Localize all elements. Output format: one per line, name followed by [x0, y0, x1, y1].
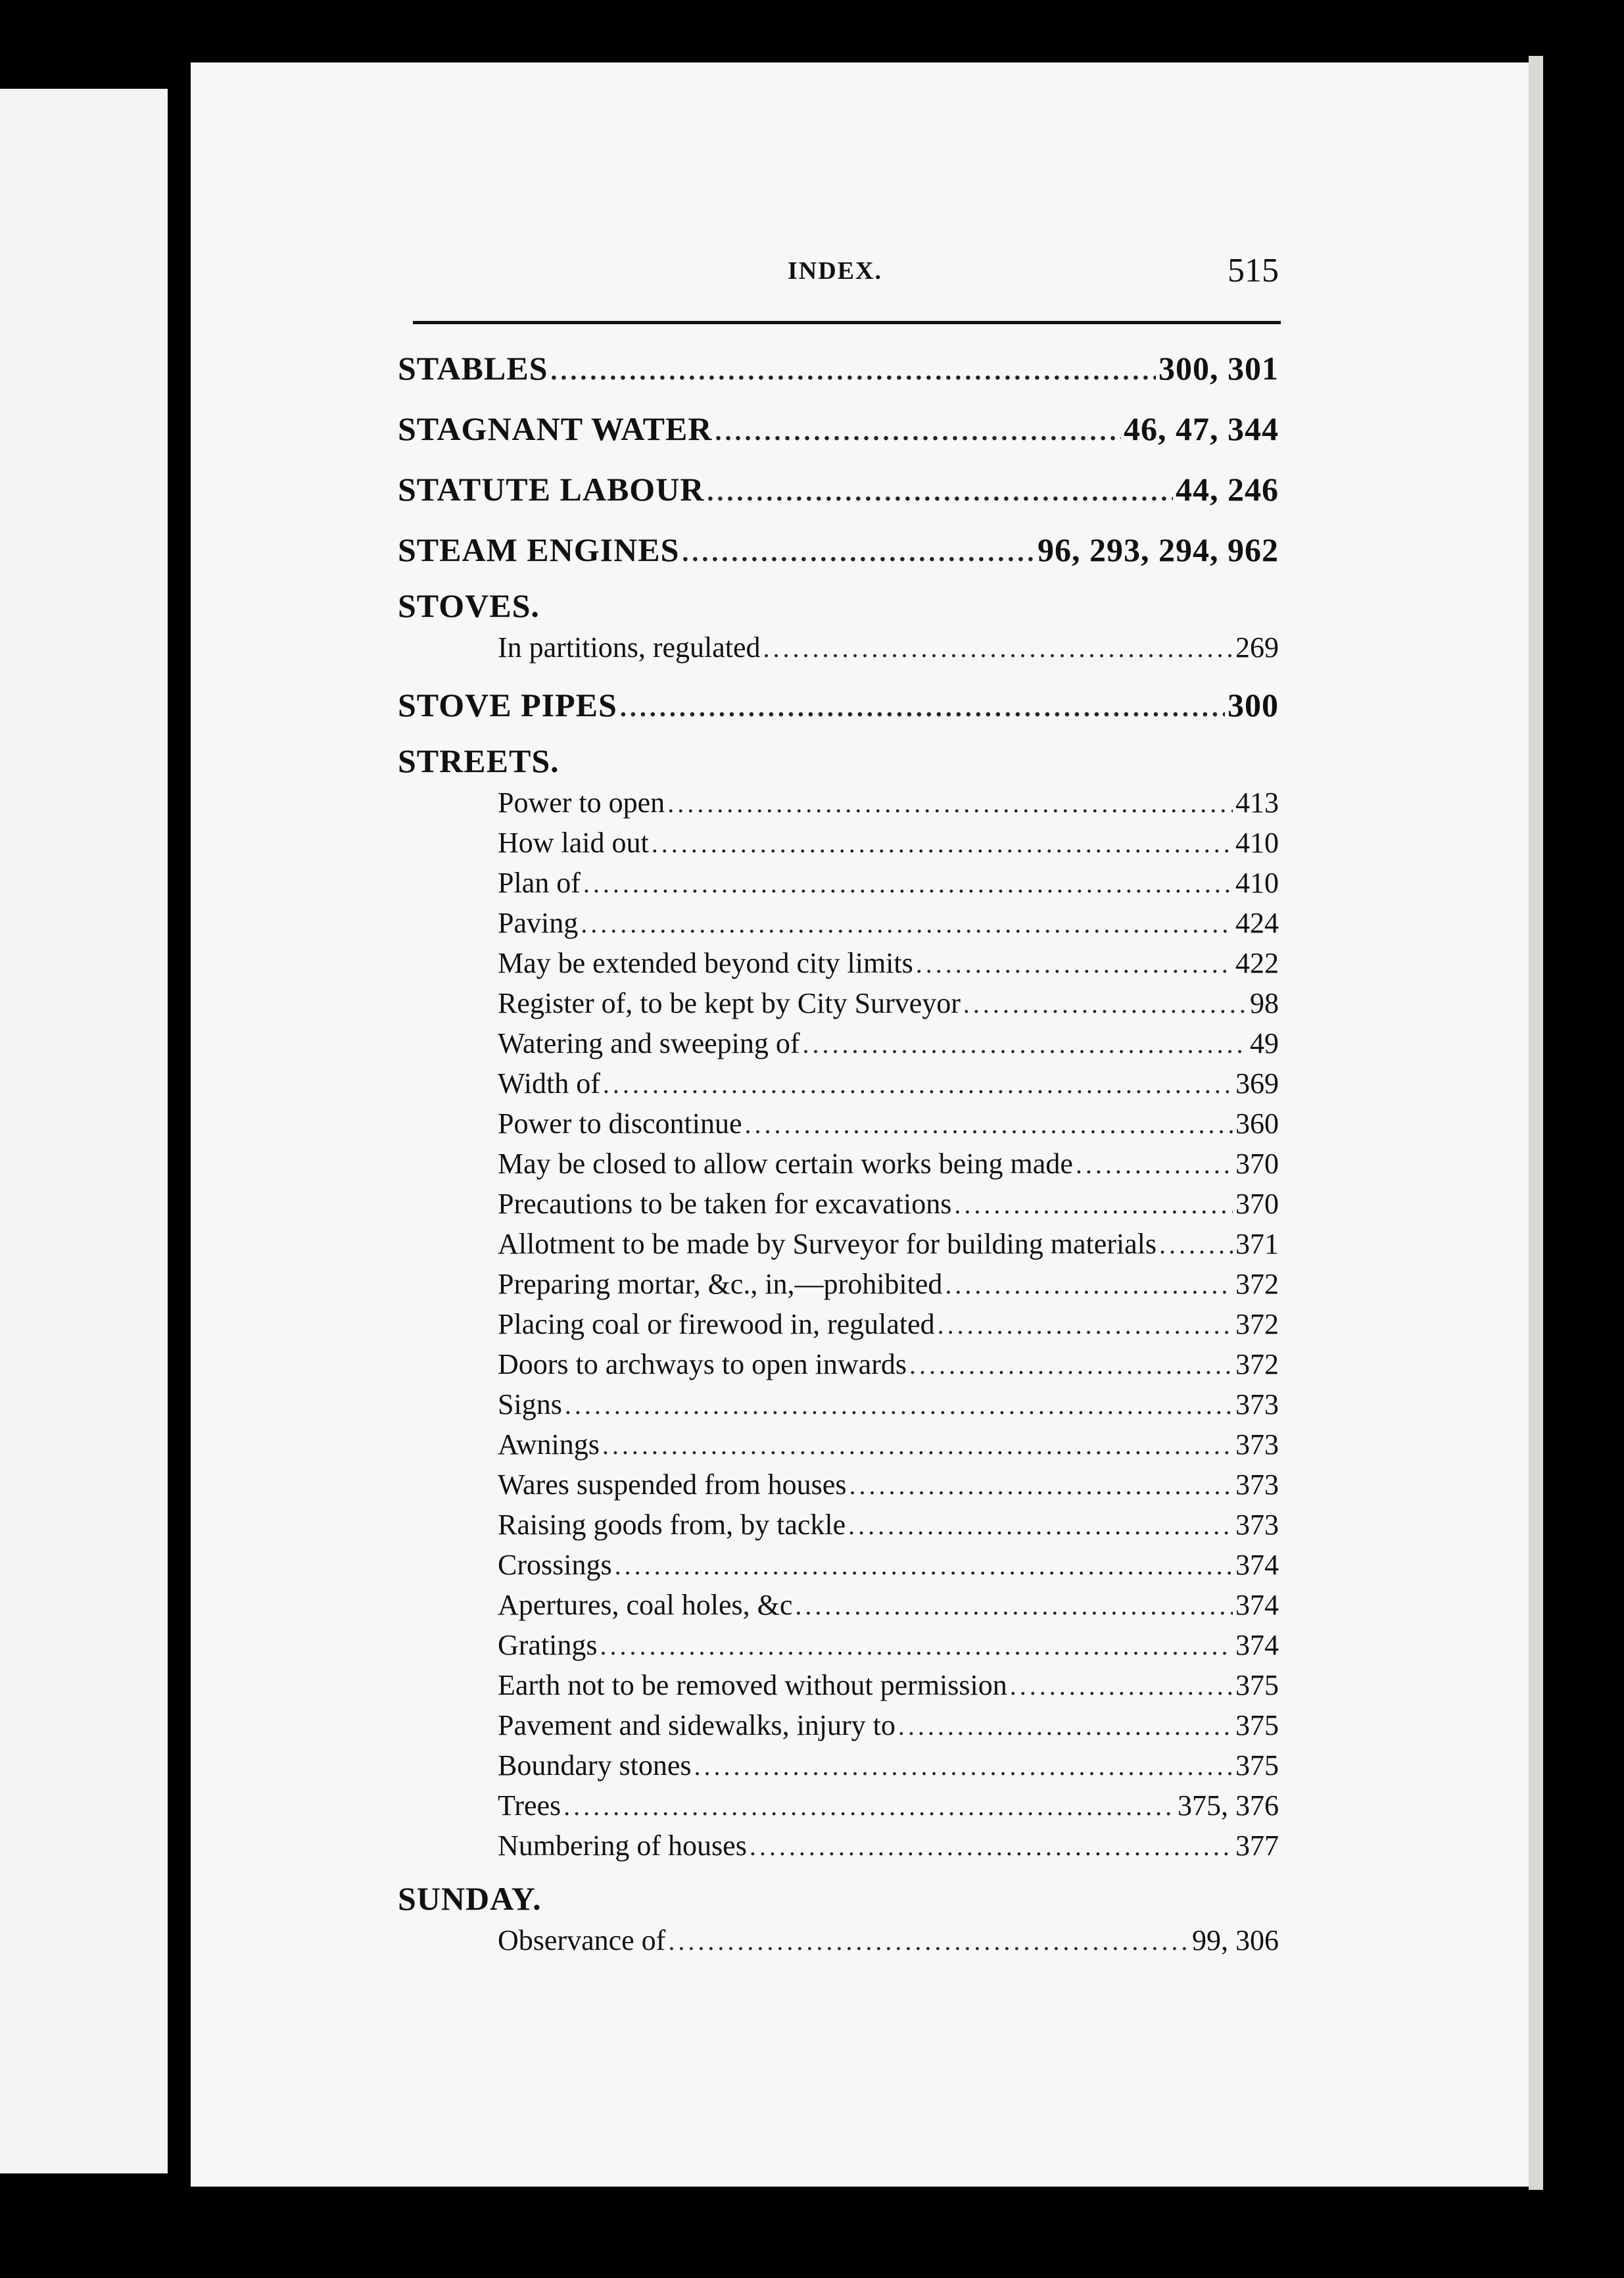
subentry-pages: 413 [1235, 787, 1279, 819]
subentry-pages: 374 [1235, 1629, 1279, 1661]
index-entry-stables [398, 342, 1279, 402]
dot-leader [602, 1425, 1233, 1465]
subentry-term: Crossings [498, 1549, 612, 1581]
subentry-term: May be closed to allow certain works being made [498, 1148, 1073, 1180]
subentry-term: Register of, to be kept by City Surveyor [498, 987, 961, 1019]
subentry-term: Signs [498, 1388, 562, 1420]
subentry-term: Placing coal or firewood in, regulated [498, 1308, 935, 1340]
subentry-term: May be extended beyond city limits [498, 947, 913, 979]
index-subentry [398, 627, 1279, 679]
subentry-pages: 99, 306 [1192, 1924, 1279, 1956]
subentry-term: How laid out [498, 827, 649, 859]
subentry-term: Awnings [498, 1428, 600, 1461]
entry-pages: 46, 47, 344 [1124, 410, 1279, 447]
subentry-pages: 371 [1235, 1228, 1279, 1260]
subentry-pages: 410 [1235, 867, 1279, 899]
subentry-term: Watering and sweeping of [498, 1027, 800, 1059]
subentry-pages: 374 [1235, 1589, 1279, 1621]
dot-leader [849, 1465, 1233, 1505]
subentry-term: Raising goods from, by tackle [498, 1509, 846, 1541]
dot-leader [1010, 1666, 1233, 1706]
index-subentry [398, 1384, 1279, 1424]
subentry-pages: 98 [1250, 987, 1279, 1019]
dot-leader [603, 1064, 1233, 1104]
index-heading-streets [398, 739, 1279, 783]
index-subentry [398, 1920, 1279, 1960]
dot-leader [652, 823, 1233, 863]
subentry-pages: 49 [1250, 1027, 1279, 1059]
dot-leader [615, 1545, 1233, 1586]
dot-leader [763, 628, 1233, 668]
dot-leader [620, 681, 1225, 734]
entry-term: STOVES. [398, 587, 540, 624]
index-subentry [398, 1785, 1279, 1826]
subentry-term: Preparing mortar, &c., in,—prohibited [498, 1268, 943, 1300]
index-heading-stoves [398, 584, 1279, 627]
entry-pages: 96, 293, 294, 962 [1038, 531, 1279, 568]
index-entry-statute-labour [398, 463, 1279, 523]
subentry-pages: 373 [1235, 1428, 1279, 1461]
dot-leader [715, 405, 1121, 458]
subentry-pages: 375 [1235, 1749, 1279, 1781]
subentry-term: Apertures, coal holes, &c [498, 1589, 793, 1621]
subentry-pages: 373 [1235, 1388, 1279, 1420]
dot-leader [581, 904, 1233, 944]
entry-pages: 300, 301 [1158, 350, 1279, 387]
header-rule [413, 321, 1281, 324]
subentry-term: Doors to archways to open inwards [498, 1348, 907, 1380]
entry-term: STEAM ENGINES [398, 531, 680, 568]
subentry-pages: 424 [1235, 907, 1279, 939]
dot-leader [909, 1345, 1233, 1385]
index-subentry [398, 1625, 1279, 1665]
subentry-term: Precautions to be taken for excavations [498, 1188, 952, 1220]
index-subentry [398, 1184, 1279, 1224]
index-subentry [398, 1103, 1279, 1144]
index-subentry [398, 1705, 1279, 1745]
page-header [394, 252, 1279, 303]
index-subentry [398, 1023, 1279, 1063]
page-number: 515 [1228, 252, 1279, 289]
index-subentry [398, 1745, 1279, 1785]
dot-leader [898, 1706, 1233, 1746]
subentry-pages: 375, 376 [1178, 1789, 1279, 1822]
entry-term: STOVE PIPES [398, 687, 617, 723]
index-entry-steam-engines [398, 523, 1279, 584]
dot-leader [667, 783, 1233, 823]
subentry-term: Wares suspended from houses [498, 1468, 847, 1501]
dot-leader [682, 526, 1035, 579]
dot-leader [583, 863, 1233, 904]
index-subentry [398, 1424, 1279, 1465]
index-entry-stove-pipes [398, 679, 1279, 739]
dot-leader [550, 345, 1156, 397]
subentry-term: Plan of [498, 867, 581, 899]
dot-leader [916, 944, 1233, 984]
index-subentry [398, 1344, 1279, 1384]
index-subentry [398, 1063, 1279, 1103]
index-subentry [398, 1224, 1279, 1264]
index-subentry [398, 863, 1279, 903]
subentry-pages: 375 [1235, 1709, 1279, 1741]
subentry-term: Trees [498, 1789, 561, 1822]
index-entries [398, 342, 1279, 1960]
subentry-pages: 375 [1235, 1669, 1279, 1701]
subentry-pages: 370 [1235, 1148, 1279, 1180]
subentry-term: Numbering of houses [498, 1830, 747, 1862]
dot-leader [945, 1265, 1233, 1305]
subentry-term: Observance of [498, 1924, 666, 1956]
subentry-pages: 372 [1235, 1308, 1279, 1340]
subentry-term: Power to discontinue [498, 1107, 742, 1140]
index-subentry [398, 1665, 1279, 1705]
dot-leader [795, 1586, 1233, 1626]
dot-leader [1159, 1224, 1233, 1265]
entry-pages: 44, 246 [1176, 471, 1279, 508]
subentry-pages: 369 [1235, 1067, 1279, 1100]
dot-leader [707, 466, 1173, 518]
dot-leader [750, 1826, 1233, 1866]
dot-leader [1076, 1144, 1233, 1184]
subentry-term: Boundary stones [498, 1749, 692, 1781]
dot-leader [668, 1921, 1189, 1961]
index-subentry [398, 783, 1279, 823]
index-subentry [398, 903, 1279, 943]
index-subentry [398, 1465, 1279, 1505]
dot-leader [848, 1505, 1233, 1545]
subentry-term: Paving [498, 907, 579, 939]
entry-pages: 300 [1228, 687, 1279, 723]
subentry-pages: 372 [1235, 1348, 1279, 1380]
subentry-term: Earth not to be removed without permission [498, 1669, 1007, 1701]
entry-term: STATUTE LABOUR [398, 471, 705, 508]
index-subentry [398, 823, 1279, 863]
subentry-pages: 372 [1235, 1268, 1279, 1300]
index-subentry [398, 1545, 1279, 1585]
dot-leader [938, 1305, 1233, 1345]
index-subentry [398, 1264, 1279, 1304]
index-subentry [398, 1144, 1279, 1184]
entry-term: STABLES [398, 350, 548, 387]
entry-term: STAGNANT WATER [398, 410, 713, 447]
subentry-term: In partitions, regulated [498, 631, 761, 664]
page-edge-shadow [1529, 56, 1543, 2190]
subentry-pages: 360 [1235, 1107, 1279, 1140]
entry-term: STREETS. [398, 742, 560, 779]
dot-leader [565, 1385, 1233, 1425]
subentry-pages: 410 [1235, 827, 1279, 859]
index-subentry [398, 1505, 1279, 1545]
subentry-term: Width of [498, 1067, 600, 1100]
facing-page-edge [0, 89, 168, 2173]
index-subentry [398, 1304, 1279, 1344]
dot-leader [694, 1746, 1233, 1786]
subentry-pages: 370 [1235, 1188, 1279, 1220]
index-subentry [398, 943, 1279, 983]
dot-leader [954, 1184, 1233, 1224]
subentry-pages: 373 [1235, 1468, 1279, 1501]
subentry-pages: 374 [1235, 1549, 1279, 1581]
subentry-term: Power to open [498, 787, 665, 819]
entry-term: SUNDAY. [398, 1880, 542, 1917]
index-subentry [398, 1585, 1279, 1625]
dot-leader [600, 1626, 1233, 1666]
subentry-term: Pavement and sidewalks, injury to [498, 1709, 896, 1741]
dot-leader [963, 984, 1247, 1024]
index-subentry [398, 983, 1279, 1023]
index-heading-sunday [398, 1877, 1279, 1920]
subentry-term: Gratings [498, 1629, 598, 1661]
dot-leader [745, 1104, 1233, 1144]
subentry-pages: 373 [1235, 1509, 1279, 1541]
index-entry-stagnant-water [398, 402, 1279, 463]
subentry-pages: 422 [1235, 947, 1279, 979]
dot-leader [803, 1024, 1247, 1064]
subentry-term: Allotment to be made by Surveyor for building materials [498, 1228, 1157, 1260]
subentry-pages: 377 [1235, 1830, 1279, 1862]
index-subentry [398, 1826, 1279, 1877]
subentry-pages: 269 [1235, 631, 1279, 664]
running-head: INDEX. [788, 257, 882, 285]
dot-leader [563, 1786, 1175, 1826]
